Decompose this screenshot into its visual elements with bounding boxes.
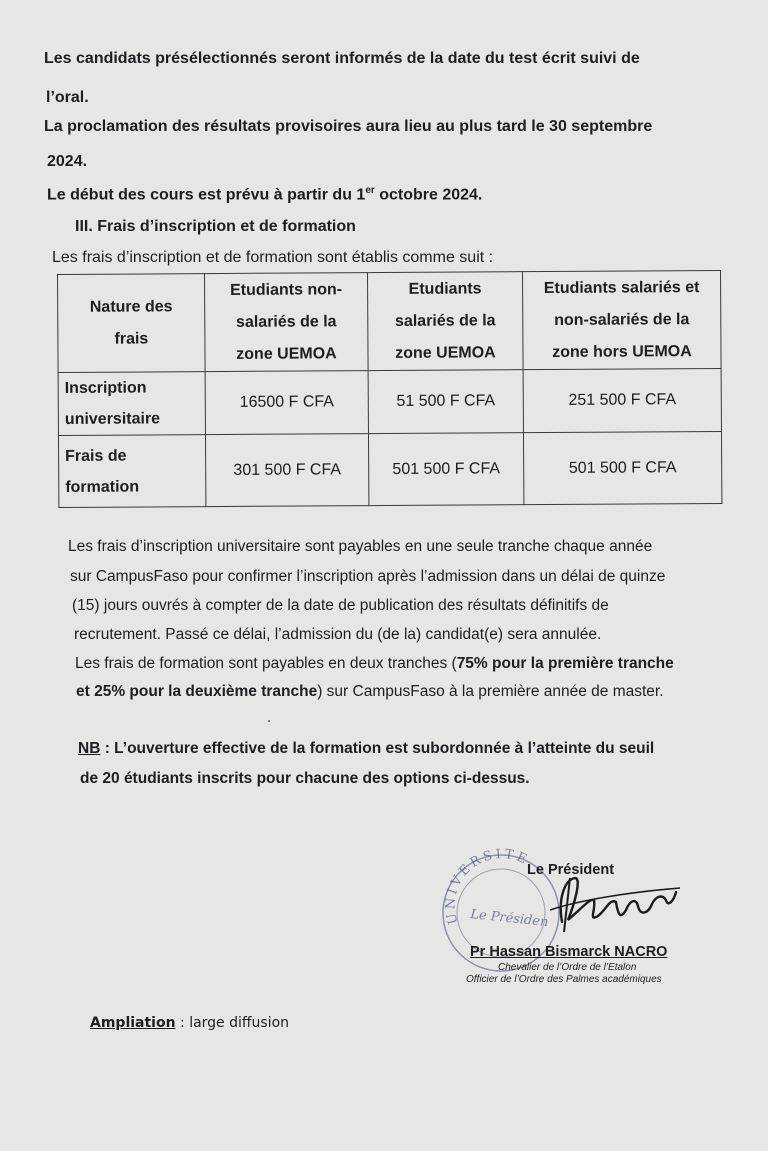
section-lead: Les frais d’inscription et de formation sont établis comme suit : [52,249,494,266]
signatory-role: Le Président [527,862,615,878]
table-cell: 501 500 F CFA [523,431,721,504]
payment-line-6: et 25% pour la deuxième tranche) sur CampusFaso à la première année de master. [76,683,664,700]
payment-line-2: sur CampusFaso pour confirmer l’inscription après l’admission dans un délai de quinze [70,568,666,585]
svg-text:Le Présiden: Le Présiden [469,907,550,931]
table-cell: 251 500 F CFA [523,368,721,432]
row-label-inscription: Inscription universitaire [58,372,205,436]
handwritten-signature-icon [470,870,690,940]
table-cell: 301 500 F CFA [205,434,368,507]
table-cell: 16500 F CFA [205,371,368,435]
fees-table [57,270,722,508]
signatory-name: Pr Hassan Bismarck NACRO [470,944,668,960]
header-cell-nature: Nature des frais [58,274,206,373]
signatory-title-2: Officier de l’Ordre des Palmes académiques [466,974,662,985]
intro-line-3: La proclamation des résultats provisoires aura lieu au plus tard le 30 septembre [44,118,653,135]
row-label-formation: Frais de formation [58,435,205,508]
table-header-row [58,270,722,372]
ampliation-label: Ampliation [90,1015,176,1031]
nb-line-1: NB : L’ouverture effective de la formation est subordonnée à l’atteinte du seuil [78,740,655,757]
table-row [58,368,721,435]
header-cell-uemoa-salaried: Etudiants salariés de la zone UEMOA [367,272,523,371]
svg-text:UNIVERSITE: UNIVERSITE [443,848,532,926]
payment-line-3: (15) jours ouvrés à compter de la date de publication des résultats définitifs de [72,597,609,614]
nb-label: NB [78,740,101,757]
ink-dot [268,720,270,722]
table-cell: 501 500 F CFA [368,433,523,506]
intro-line-2: l’oral. [46,89,89,106]
signatory-title-1: Chevalier de l’Ordre de l’Etalon [498,962,637,973]
start-date-line: Le début des cours est prévu à partir du 1er octobre 2024. [47,185,483,204]
nb-line-2: de 20 étudiants inscrits pour chacune des options ci-dessus. [80,770,530,787]
header-cell-outside-uemoa: Etudiants salariés et non-salariés de la zone hors UEMOA [522,270,721,369]
payment-line-1: Les frais d’inscription universitaire sont payables en une seule tranche chaque année [68,538,653,555]
intro-line-1: Les candidats présélectionnés seront informés de la date du test écrit suivi de [44,50,640,67]
table-cell: 51 500 F CFA [368,370,523,434]
ampliation-line: Ampliation : large diffusion [90,1015,290,1031]
table-row [58,431,721,507]
section-title: III. Frais d’inscription et de formation [75,218,356,235]
intro-line-4: 2024. [47,153,88,170]
payment-line-5: Les frais de formation sont payables en deux tranches (75% pour la première tranche [75,655,674,672]
payment-line-4: recrutement. Passé ce délai, l’admission du (de la) candidat(e) sera annulée. [74,626,602,643]
header-cell-uemoa-non-salaried: Etudiants non- salariés de la zone UEMOA [205,273,369,372]
